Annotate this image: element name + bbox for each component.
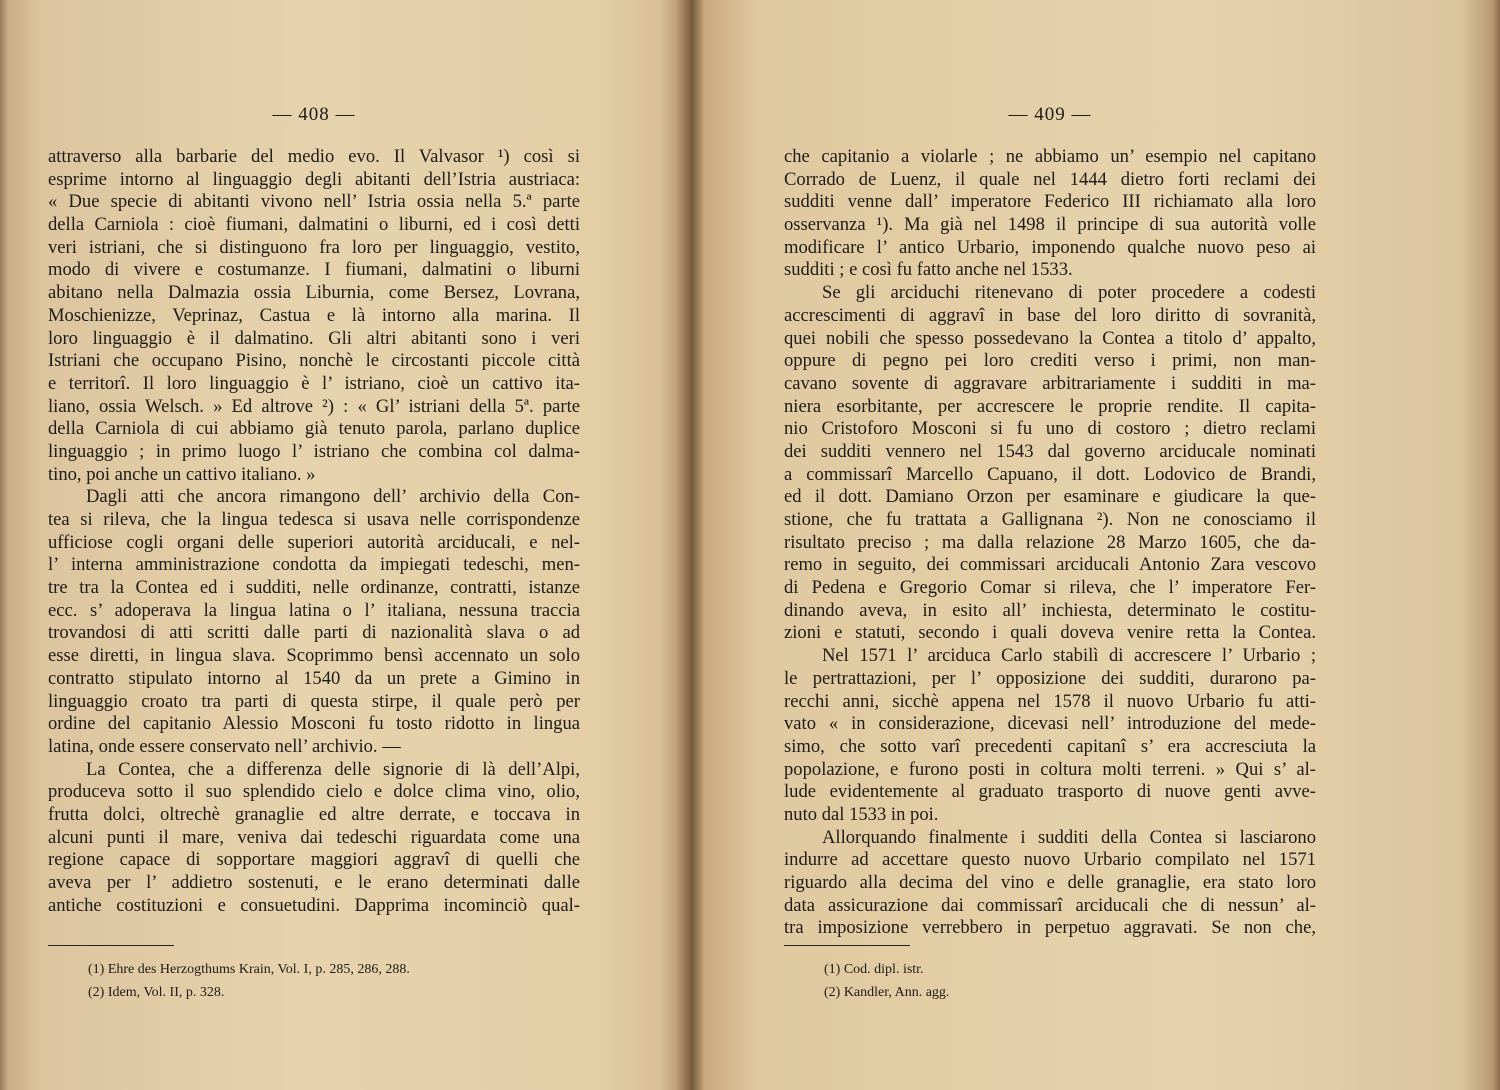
text-line: l’ interna amministrazione condotta da impiegati tedeschi, men- [48,554,580,576]
text-line: esse diretti, in lingua slava. Scoprimmo bensì accennato un solo [48,645,580,667]
footnote-rule [784,945,910,946]
right-page [784,0,1316,1090]
text-line: oppure di pegno pei loro crediti verso i primi, non man- [784,350,1316,372]
text-line: e territorî. Il loro linguaggio è l’ istriano, cioè un cattivo ita- [48,372,580,394]
text-line: remo in seguito, dei commissari arciducali Antonio Zara vescovo [784,554,1316,576]
page-body [48,146,580,917]
footnote: (2) Kandler, Ann. agg. [824,985,950,1000]
text-line: cavano sovente di aggravare arbitrariamente i sudditi in ma- [784,372,1316,394]
text-line: nio Cristoforo Mosconi si fu uno di costoro ; dietro reclami [784,418,1316,440]
text-line: linguaggio croato tra parti di questa stirpe, il quale però per [48,690,580,712]
text-line: frutta dolci, oltrechè granaglie ed altre derrate, e toccava in [48,803,580,825]
text-line: data assicurazione dai commissarî arciducali che di nessun’ al- [784,894,1316,916]
text-line: loro linguaggio è il dalmatino. Gli altri abitanti sono i veri [48,327,580,349]
text-line: Dagli atti che ancora rimangono dell’ archivio della Con- [86,486,580,508]
text-line: accrescimenti di aggravî in base del loro diritto di sovranità, [784,304,1316,326]
text-line: stione, che fu trattata a Gallignana ²). Non ne conosciamo il [784,509,1316,530]
text-line: quei nobili che spesso possedevano la Contea a titolo d’ appalto, [784,327,1316,349]
text-line: ecc. s’ adoperava la lingua latina o l’ italiana, nessuna traccia [48,599,580,621]
text-line: a commissarî Marcello Capuano, il dott. Lodovico de Brandi, [784,463,1316,485]
text-line: Se gli arciduchi ritenevano di poter procedere a codesti [822,282,1316,304]
text-line: ordine del capitanio Alessio Mosconi fu tosto ridotto in lingua [48,713,580,735]
text-line: esprime intorno al linguaggio degli abitanti dell’Istria austriaca: [48,168,580,190]
text-line: niera esorbitante, per accrescere le proprie rendite. Il capita- [784,395,1316,417]
text-line: ufficiose cogli organi delle superiori autorità arciducali, e nel- [48,531,580,553]
text-line: vato « in considerazione, dicevasi nell’ introduzione del mede- [784,713,1316,735]
text-line: alcuni punti il mare, veniva dai tedeschi riguardata come una [48,826,580,848]
footnotes [88,958,568,1004]
text-line: tea si rileva, che la lingua tedesca si usava nelle corrispondenze [48,509,580,530]
footnote: (2) Idem, Vol. II, p. 328. [88,985,225,1000]
text-line: recchi anni, sicchè appena nel 1578 il nuovo Urbario fu atti- [784,690,1316,712]
text-line: trovandosi di atti scritti dalle parti di nazionalità slava o ad [48,622,580,644]
text-line: simo, che sotto varî precedenti capitanî s’ era accresciuta la [784,735,1316,757]
text-line: che capitanio a violarle ; ne abbiamo un’ esempio nel capitano [784,146,1316,167]
text-line: le pertrattazioni, per l’ opposizione dei sudditi, durarono pa- [784,667,1316,689]
text-line: Corrado de Luenz, il quale nel 1444 dietro forti reclami dei [784,168,1316,190]
text-line: antiche costituzioni e consuetudini. Dapprima incominciò qual- [48,894,580,916]
text-line: tino, poi anche un cattivo italiano. » [48,463,316,485]
text-line: zioni e statuti, secondo i quali doveva venire retta la Contea. [784,622,1316,644]
left-page [48,0,580,1090]
text-line: modo di vivere e costumanze. I fiumani, dalmatini o liburni [48,259,580,281]
text-line: lude evidentemente al graduato trasporto di nuove genti avve- [784,781,1316,803]
text-line: produceva sotto il suo splendido cielo e dolce clima vino, olio, [48,781,580,803]
text-line: nuto dal 1533 in poi. [784,803,939,825]
text-line: indurre ad accettare questo nuovo Urbario compilato nel 1571 [784,849,1316,871]
text-line: della Carniola di cui abbiamo già tenuto parola, parlano duplice [48,418,580,440]
text-line: regione capace di sopportare maggiori aggravî di quelli che [48,849,580,871]
text-line: attraverso alla barbarie del medio evo. Il Valvasor ¹) così si [48,146,580,167]
book-spine [676,0,704,1090]
text-line: contratto stipulato intorno al 1540 da un prete a Gimino in [48,667,580,689]
text-line: tre tra la Contea ed i sudditi, nelle ordinanze, contratti, istanze [48,577,580,599]
text-line: osservanza ¹). Ma già nel 1498 il principe di sua autorità volle [784,214,1316,236]
page-number: — 409 — [1008,104,1092,125]
text-line: sudditi venne dall’ imperatore Federico III richiamato alla loro [784,191,1316,213]
page-body [784,146,1316,940]
text-line: liano, ossia Welsch. » Ed altrove ²) : « Gl’ istriani della 5ª. parte [48,395,580,417]
text-line: Moschienizze, Veprinaz, Castua e là intorno alla marina. Il [48,304,580,326]
footnotes [824,958,1304,1004]
page-number: — 408 — [272,104,356,125]
text-line: di Pedena e Gregorio Comar si rileva, che l’ imperatore Fer- [784,577,1316,599]
text-line: « Due specie di abitanti vivono nell’ Istria ossia nella 5.ª parte [48,191,580,213]
text-line: aveva per l’ addietro sostenuti, e le erano determinati dalle [48,872,580,893]
text-line: Istriani che occupano Pisino, nonchè le circostanti piccole città [48,350,580,372]
text-line: dinando aveva, in esito all’ inchiesta, determinato le costitu- [784,599,1316,621]
text-line: modificare l’ antico Urbario, imponendo qualche nuovo peso ai [784,236,1316,258]
text-line: La Contea, che a differenza delle signorie di là dell’Alpi, [86,758,580,780]
footnote: (1) Ehre des Herzogthums Krain, Vol. I, p. 285, 286, 288. [88,962,410,977]
text-line: Allorquando finalmente i sudditi della Contea si lasciarono [822,826,1316,848]
text-line: tra imposizione verrebbero in perpetuo aggravati. Se non che, [784,917,1316,939]
text-line: latina, onde essere conservato nell’ archivio. — [48,735,401,757]
text-line: sudditi ; e così fu fatto anche nel 1533. [784,259,1073,281]
text-line: ed il dott. Damiano Orzon per esaminare e giudicare la que- [784,486,1316,508]
text-line: abitano nella Dalmazia ossia Liburnia, come Bersez, Lovrana, [48,282,580,304]
text-line: della Carniola : cioè fiumani, dalmatini o liburni, ed i così detti [48,214,580,236]
text-line: popolazione, e furono posti in coltura molti terreni. » Qui s’ al- [784,758,1316,780]
text-line: risultato preciso ; ma dalla relazione 28 Marzo 1605, che da- [784,531,1316,553]
text-line: dei sudditi vennero nel 1543 dal governo arciducale nominati [784,440,1316,462]
text-line: riguardo alla decima del vino e delle granaglie, era stato loro [784,872,1316,893]
text-line: linguaggio ; in primo luogo l’ istriano che combina col dalma- [48,440,580,462]
footnote: (1) Cod. dipl. istr. [824,962,924,977]
text-line: Nel 1571 l’ arciduca Carlo stabilì di accrescere l’ Urbario ; [822,645,1316,667]
footnote-rule [48,945,174,946]
text-line: veri istriani, che si distinguono fra loro per linguaggio, vestito, [48,236,580,258]
